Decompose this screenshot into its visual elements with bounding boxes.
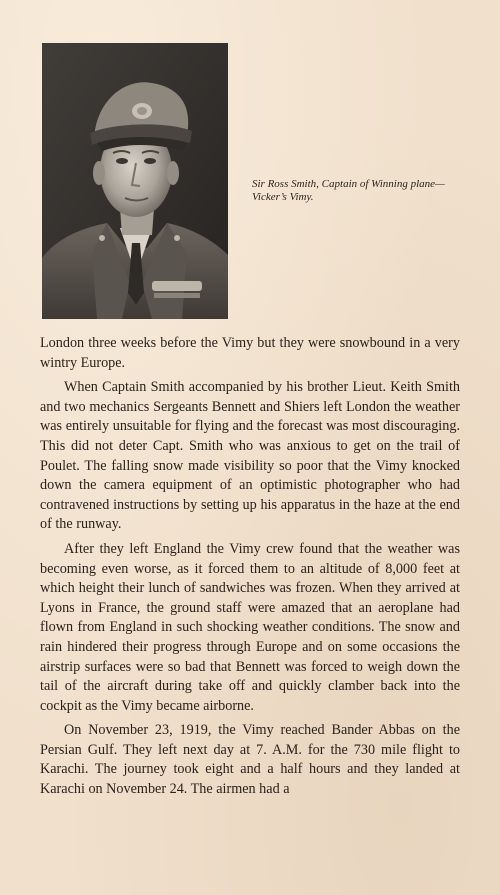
paragraph: After they left England the Vimy crew found that the weather was becoming even worse, as it forced them to an altitude of 8,000 feet at which height their lunch of sandwiches was frozen. When they arrived at Lyons in France, the ground staff were amazed that an aeroplane had flown from England in such shocking weather conditions. The snow and rain hindered their progress through Europe and on some occasions the airstrip surfaces were so bad that Bennett was forced to weigh down the tail of the aircraft during take off and quickly clamber back into the cockpit as the Vimy became airborne. [40,540,460,714]
article-body [40,334,460,805]
paragraph: On November 23, 1919, the Vimy reached Bander Abbas on the Persian Gulf. They left next day at 7. A.M. for the 730 mile flight to Karachi. The journey took eight and a half hours and they landed at Karachi on November 24. The airmen had a [40,722,460,798]
photo-caption: Sir Ross Smith, Captain of Winning plane—Vicker’s Vimy. [252,178,445,203]
portrait-photo [42,43,228,319]
paragraph: When Captain Smith accompanied by his brother Lieut. Keith Smith and two mechanics Sergeants Bennett and Shiers left London the weather was entirely unsuitable for flying and the forecast was most discouraging. This did not deter Capt. Smith who was anxious to get on the trail of Poulet. The falling snow made visibility so poor that the Vimy knocked down the camera equipment of an optimistic photographer who had contravened instructions by setting up his apparatus in the haze at the end of the runway. [40,379,460,533]
paragraph: London three weeks before the Vimy but they were snowbound in a very wintry Europe. [40,335,460,371]
